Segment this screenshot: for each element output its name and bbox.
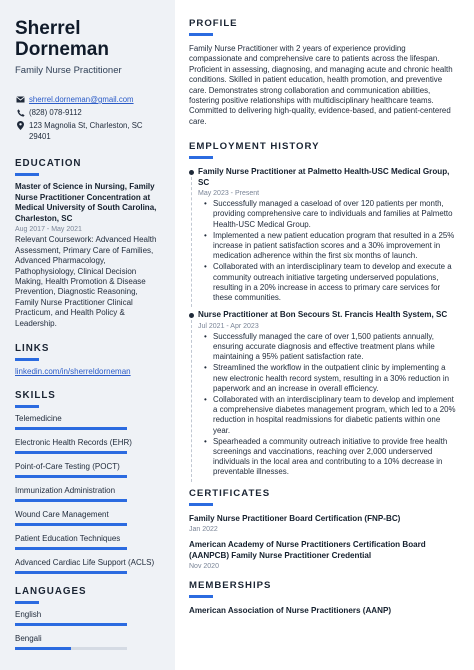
- job-bullet: • Spearheaded a community outreach initiative to provide free health screenings and vaccinations, reaching over 2,000 underserved individuals in the local area and contributing to a 10% decrease in preventable illnesses.: [204, 437, 459, 478]
- skill-level-fill: [15, 427, 127, 430]
- education-dates: Aug 2017 - May 2021: [15, 226, 82, 234]
- certificates-heading: CERTIFICATES: [189, 487, 271, 499]
- envelope-icon: [15, 94, 26, 105]
- contact-email-row: [15, 94, 161, 105]
- memberships-section: [189, 580, 459, 617]
- contact-block: [15, 94, 161, 142]
- job-bullets: [204, 332, 459, 478]
- contact-phone: (828) 078-9112: [29, 108, 82, 117]
- education-description: Relevant Coursework: Advanced Health Assessment, Primary Care of Families, Advanced Pharmacology, Pathophysiology, Clinical Decision Making, Health Promotion & Disease Prevention, Diagnostic Reasoning, Family Nurse Practitioner Clinical Practicum, and Health Policy & Leadership.: [15, 235, 157, 328]
- timeline-line: [191, 320, 192, 481]
- certificate-date: Nov 2020: [189, 563, 219, 571]
- education-degree: Master of Science in Nursing, Family Nurse Practitioner Concentration at Medical University of South Carolina, Charleston, SC: [15, 182, 157, 223]
- map-pin-icon: [15, 120, 26, 131]
- job-dates: May 2023 - Present: [198, 190, 260, 198]
- skill-name: Electronic Health Records (EHR): [15, 438, 132, 448]
- skill-name: Patient Education Techniques: [15, 534, 121, 544]
- jobs-list: [189, 167, 459, 477]
- job-title: Nurse Practitioner at Bon Secours St. Francis Health System, SC: [198, 310, 448, 320]
- certificates-list: [189, 514, 459, 571]
- contact-phone-row: [15, 107, 161, 118]
- main-content: [175, 0, 474, 670]
- skill-level-bar: [15, 427, 127, 430]
- job-bullet: • Successfully managed a caseload of over 120 patients per month, providing comprehensive care to individuals and families at Palmetto Health-USC Medical Group.: [204, 199, 459, 230]
- heading-underline: [189, 595, 213, 598]
- job-bullets: [204, 199, 459, 303]
- certificates-section: [189, 488, 459, 571]
- skill-name: Wound Care Management: [15, 510, 109, 520]
- language-level-fill: [15, 647, 71, 650]
- skill-name: Advanced Cardiac Life Support (ACLS): [15, 558, 155, 568]
- certificate-date: Jan 2022: [189, 526, 218, 534]
- language-level-fill: [15, 623, 127, 626]
- skill-level-bar: [15, 499, 127, 502]
- contact-email[interactable]: sherrel.dorneman@gmail.com: [29, 95, 134, 104]
- links-heading: LINKS: [15, 343, 50, 355]
- skill-level-fill: [15, 571, 127, 574]
- skill-name: Immunization Administration: [15, 486, 116, 496]
- job-bullet: • Collaborated with an interdisciplinary team to develop and implement a comprehensive diabetes management program, which led to a 20% reduction in hospital readmissions for diabetic patients within one year.: [204, 395, 459, 436]
- memberships-heading: MEMBERSHIPS: [189, 580, 272, 592]
- phone-icon: [15, 107, 26, 118]
- heading-underline: [189, 156, 213, 159]
- profile-text: Family Nurse Practitioner with 2 years of experience providing compassionate and comprehensive care to patients across the lifespan. Proficient in assessing, diagnosing, and managing acute and chronic health conditions. Skilled in patient education, health promotion, and preventive care. Demonstrates strong collaboration and communication abilities, fostering positive relationships with multidisciplinary healthcare teams. Committed to delivering high-quality, evidence-based, and patient-centered care.: [189, 44, 453, 126]
- skill-level-bar: [15, 547, 127, 550]
- skill-level-bar: [15, 523, 127, 526]
- skill-level-fill: [15, 451, 127, 454]
- skills-section: [15, 390, 161, 574]
- heading-underline: [189, 503, 213, 506]
- job-bullet: • Implemented a new patient education program that resulted in a 25% increase in patient satisfaction scores and a 30% improvement in medication adherence within the first six months of launch.: [204, 231, 459, 262]
- languages-list: [15, 610, 161, 650]
- linkedin-link[interactable]: linkedin.com/in/sherreldorneman: [15, 367, 131, 377]
- job-bullet: • Streamlined the workflow in the outpatient clinic by implementing a new electronic health record system, resulting in a 30% reduction in paperwork and an increase in overall efficiency.: [204, 363, 459, 394]
- skill-level-bar: [15, 475, 127, 478]
- language-name: English: [15, 610, 42, 620]
- heading-underline: [189, 33, 213, 36]
- skills-heading: SKILLS: [15, 390, 56, 402]
- skill-level-fill: [15, 475, 127, 478]
- heading-underline: [15, 173, 39, 176]
- profile-heading: PROFILE: [189, 18, 238, 29]
- heading-underline: [15, 601, 39, 604]
- profile-section: [189, 18, 459, 127]
- timeline-line: [191, 177, 192, 307]
- membership-name: American Association of Nurse Practitioners (AANP): [189, 606, 392, 616]
- candidate-job-title: Family Nurse Practitioner: [15, 65, 122, 76]
- job-dates: Jul 2021 - Apr 2023: [198, 322, 259, 330]
- sidebar: [0, 0, 175, 670]
- education-section: [15, 158, 161, 329]
- heading-underline: [15, 405, 39, 408]
- skill-level-fill: [15, 547, 127, 550]
- employment-heading: EMPLOYMENT HISTORY: [189, 141, 320, 153]
- language-level-bar: [15, 647, 127, 650]
- contact-address: [29, 120, 143, 142]
- timeline-dot: [189, 170, 194, 175]
- candidate-last-name: Dorneman: [15, 39, 109, 60]
- skill-level-fill: [15, 499, 127, 502]
- job-bullet: • Collaborated with an interdisciplinary team to develop and execute a community outreach initiative targeting underserved populations, resulting in a 20% increase in access to primary care services for these communities.: [204, 262, 459, 303]
- job-entry: [189, 310, 459, 477]
- language-level-bar: [15, 623, 127, 626]
- address-line-1: 123 Magnolia St, Charleston, SC: [29, 121, 143, 130]
- languages-section: [15, 586, 161, 650]
- candidate-first-name: Sherrel: [15, 18, 81, 39]
- certificate-name: American Academy of Nurse Practitioners Certification Board (AANPCB) Family Nurse Practitioner Credential: [189, 540, 426, 560]
- job-bullet: • Successfully managed the care of over 1,500 patients annually, ensuring accurate diagnosis and effective treatment plans while maintaining a 95% patient satisfaction rate.: [204, 332, 459, 363]
- skill-level-bar: [15, 451, 127, 454]
- contact-address-row: [15, 120, 161, 142]
- skill-name: Telemedicine: [15, 414, 62, 424]
- skills-list: [15, 414, 161, 574]
- job-entry: [189, 167, 459, 303]
- memberships-list: [189, 606, 459, 617]
- skill-name: Point-of-Care Testing (POCT): [15, 462, 120, 472]
- links-section: [15, 343, 161, 376]
- heading-underline: [15, 358, 39, 361]
- certificate-name: Family Nurse Practitioner Board Certification (FNP-BC): [189, 513, 401, 523]
- languages-heading: LANGUAGES: [15, 586, 87, 598]
- education-heading: EDUCATION: [15, 158, 82, 169]
- language-name: Bengali: [15, 634, 42, 644]
- employment-section: [189, 141, 459, 477]
- timeline-dot: [189, 313, 194, 318]
- address-line-2: 29401: [29, 132, 51, 141]
- skill-level-bar: [15, 571, 127, 574]
- skill-level-fill: [15, 523, 127, 526]
- job-title: Family Nurse Practitioner at Palmetto Health-USC Medical Group, SC: [198, 167, 450, 187]
